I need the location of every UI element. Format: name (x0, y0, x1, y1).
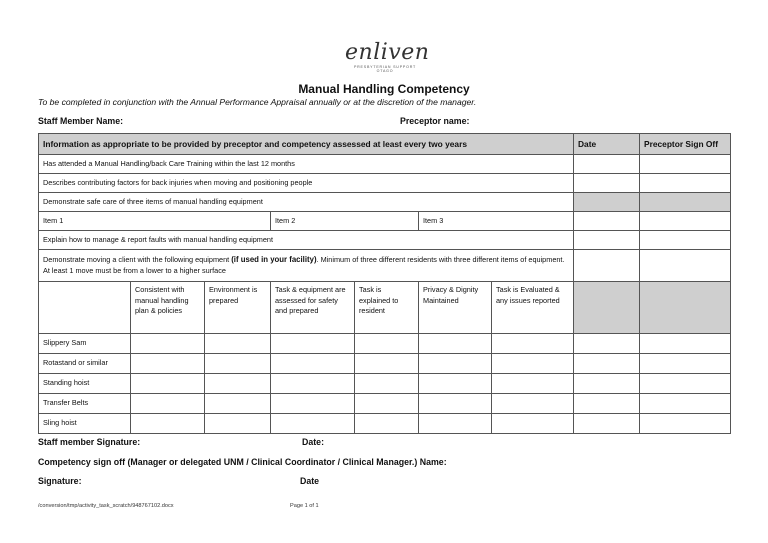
check-cell[interactable] (492, 334, 574, 354)
check-cell[interactable] (355, 374, 419, 394)
criteria-consistent: Consistent with manual handling plan & policies (131, 282, 205, 334)
equipment-row (39, 414, 731, 434)
check-cell[interactable] (355, 394, 419, 414)
table-row (39, 250, 731, 282)
row-training: Has attended a Manual Handling/back Care Training within the last 12 months (39, 155, 574, 174)
equipment-label: Standing hoist (39, 374, 131, 394)
row-demonstrate-moving (39, 250, 574, 282)
check-cell[interactable] (492, 374, 574, 394)
signoff-cell[interactable] (640, 394, 731, 414)
criteria-header-row (39, 282, 731, 334)
check-cell[interactable] (205, 414, 271, 434)
logo-tagline: PRESBYTERIAN SUPPORT OTAGO (353, 65, 417, 73)
signoff-cell[interactable] (640, 231, 731, 250)
info-header: Information as appropriate to be provided by preceptor and competency assessed at least every two years (39, 134, 574, 155)
item-2-cell[interactable]: Item 2 (271, 212, 419, 231)
criteria-task-equipment: Task & equipment are assessed for safety and prepared (271, 282, 355, 334)
check-cell[interactable] (271, 394, 355, 414)
check-cell[interactable] (271, 334, 355, 354)
date-label: Date: (302, 437, 324, 447)
footer-page-number: Page 1 of 1 (290, 503, 319, 509)
date-cell[interactable] (574, 414, 640, 434)
table-row (39, 231, 731, 250)
signoff-name-label: Competency sign off (Manager or delegated UNM / Clinical Coordinator / Clinical Manager.) Name: (38, 457, 447, 467)
check-cell[interactable] (131, 374, 205, 394)
table-row (39, 174, 731, 193)
competency-table (38, 133, 731, 434)
signoff-cell[interactable] (640, 374, 731, 394)
row-explain-faults: Explain how to manage & report faults with manual handling equipment (39, 231, 574, 250)
check-cell[interactable] (355, 414, 419, 434)
enliven-logo (345, 40, 430, 73)
check-cell[interactable] (419, 334, 492, 354)
demo-emphasis: (if used in your facility) (231, 255, 317, 264)
criteria-privacy: Privacy & Dignity Maintained (419, 282, 492, 334)
check-cell[interactable] (131, 334, 205, 354)
date-cell[interactable] (574, 354, 640, 374)
signoff-cell[interactable] (640, 414, 731, 434)
equipment-row (39, 354, 731, 374)
check-cell[interactable] (492, 394, 574, 414)
check-cell[interactable] (419, 374, 492, 394)
row-safe-care: Demonstrate safe care of three items of manual handling equipment (39, 193, 574, 212)
signoff-cell[interactable] (640, 212, 731, 231)
date-cell[interactable] (574, 174, 640, 193)
row-back-injuries: Describes contributing factors for back injuries when moving and positioning people (39, 174, 574, 193)
signoff-cell-shaded (640, 282, 731, 334)
signature-label: Signature: (38, 476, 82, 486)
table-row (39, 155, 731, 174)
table-row (39, 193, 731, 212)
check-cell[interactable] (131, 354, 205, 374)
signoff-cell[interactable] (640, 155, 731, 174)
date-cell[interactable] (574, 231, 640, 250)
date-cell-shaded (574, 282, 640, 334)
check-cell[interactable] (355, 354, 419, 374)
check-cell[interactable] (131, 414, 205, 434)
item-1-cell[interactable]: Item 1 (39, 212, 271, 231)
demo-suffix: . Minimum of three different residents with three different items of equipment. At least 1 move must be from a lower to a higher surface (43, 255, 565, 275)
date-cell-shaded (574, 193, 640, 212)
demo-prefix: Demonstrate moving a client with the following equipment (43, 255, 232, 264)
date-cell[interactable] (574, 394, 640, 414)
criteria-environment: Environment is prepared (205, 282, 271, 334)
check-cell[interactable] (271, 374, 355, 394)
check-cell[interactable] (131, 394, 205, 414)
item-3-cell[interactable]: Item 3 (419, 212, 574, 231)
equipment-label: Rotastand or similar (39, 354, 131, 374)
signoff-cell-shaded (640, 193, 731, 212)
check-cell[interactable] (271, 414, 355, 434)
criteria-blank-cell (39, 282, 131, 334)
staff-member-name-label: Staff Member Name: (38, 116, 124, 126)
check-cell[interactable] (419, 354, 492, 374)
date-header: Date (574, 134, 640, 155)
date-cell[interactable] (574, 374, 640, 394)
table-row (39, 212, 731, 231)
check-cell[interactable] (271, 354, 355, 374)
equipment-row (39, 334, 731, 354)
signoff-cell[interactable] (640, 334, 731, 354)
document-subtitle: To be completed in conjunction with the Annual Performance Appraisal annually or at the discretion of the manager. (38, 97, 477, 107)
equipment-label: Slippery Sam (39, 334, 131, 354)
check-cell[interactable] (205, 374, 271, 394)
equipment-label: Sling hoist (39, 414, 131, 434)
check-cell[interactable] (492, 414, 574, 434)
check-cell[interactable] (205, 334, 271, 354)
check-cell[interactable] (492, 354, 574, 374)
check-cell[interactable] (419, 414, 492, 434)
equipment-label: Transfer Belts (39, 394, 131, 414)
preceptor-name-label: Preceptor name: (400, 116, 470, 126)
equipment-row (39, 394, 731, 414)
check-cell[interactable] (205, 354, 271, 374)
table-header-row (39, 134, 731, 155)
signoff-cell[interactable] (640, 354, 731, 374)
equipment-row (39, 374, 731, 394)
criteria-task-explained: Task is explained to resident (355, 282, 419, 334)
document-title: Manual Handling Competency (298, 82, 470, 96)
check-cell[interactable] (355, 334, 419, 354)
check-cell[interactable] (419, 394, 492, 414)
date-label-2: Date (300, 476, 320, 486)
check-cell[interactable] (205, 394, 271, 414)
logo-wordmark: enliven (345, 40, 430, 65)
date-cell[interactable] (574, 155, 640, 174)
footer-path: /conversion/tmp/activity_task_scratch/948767102.docx (38, 503, 174, 509)
date-cell[interactable] (574, 334, 640, 354)
signoff-cell[interactable] (640, 174, 731, 193)
staff-signature-label: Staff member Signature: (38, 437, 141, 447)
preceptor-signoff-header: Preceptor Sign Off (640, 134, 731, 155)
signoff-cell[interactable] (640, 250, 731, 282)
date-cell[interactable] (574, 212, 640, 231)
criteria-evaluated: Task is Evaluated & any issues reported (492, 282, 574, 334)
date-cell[interactable] (574, 250, 640, 282)
